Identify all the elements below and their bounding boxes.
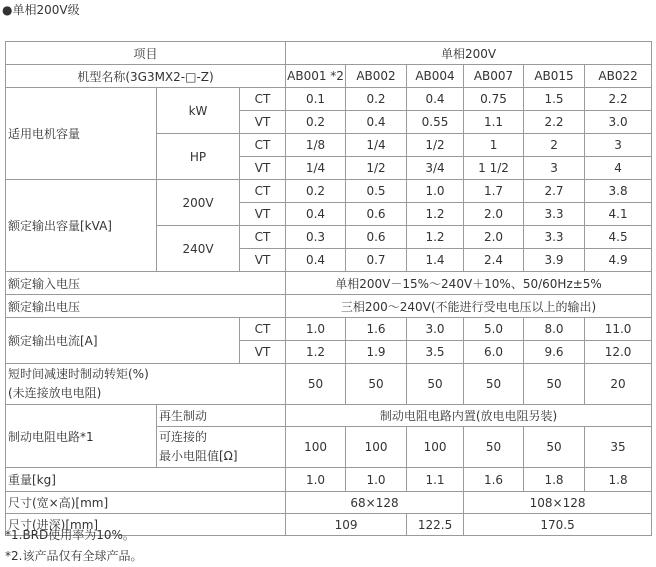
value-cell: 100	[407, 427, 464, 468]
value-cell: 1.8	[585, 468, 652, 492]
value-cell: 3	[524, 157, 585, 180]
value-cell: 1.6	[346, 318, 407, 341]
table-row	[6, 272, 652, 295]
vt-label: VT	[240, 111, 286, 134]
model-cell: AB004	[407, 65, 464, 88]
value-cell: 0.4	[407, 88, 464, 111]
value-cell: 0.3	[286, 226, 346, 249]
ct-label: CT	[240, 226, 286, 249]
value-cell: 50	[524, 364, 585, 405]
value-cell: 3.0	[407, 318, 464, 341]
output-voltage-value: 三相200～240V(不能进行受电电压以上的输出)	[286, 295, 652, 318]
value-cell: 50	[286, 364, 346, 405]
value-cell: 100	[346, 427, 407, 468]
value-cell: 2.0	[464, 203, 524, 226]
value-cell: 0.2	[286, 111, 346, 134]
model-cell: AB002	[346, 65, 407, 88]
model-cell: AB015	[524, 65, 585, 88]
ct-label: CT	[240, 88, 286, 111]
vt-label: VT	[240, 249, 286, 272]
value-cell: 12.0	[585, 341, 652, 364]
value-cell: 50	[524, 427, 585, 468]
weight-label: 重量[kg]	[6, 468, 286, 492]
model-row	[6, 65, 652, 88]
size-depth-group3: 170.5	[464, 514, 652, 536]
table-row	[6, 468, 652, 492]
ct-label: CT	[240, 134, 286, 157]
value-cell: 1/8	[286, 134, 346, 157]
model-cell: AB022	[585, 65, 652, 88]
output-current-label: 额定输出电流[A]	[6, 318, 240, 364]
value-cell: 1.7	[464, 180, 524, 203]
model-cell: AB007	[464, 65, 524, 88]
value-cell: 6.0	[464, 341, 524, 364]
value-cell: 0.1	[286, 88, 346, 111]
value-cell: 1.0	[346, 468, 407, 492]
value-cell: 4.5	[585, 226, 652, 249]
input-voltage-value: 单相200V－15%～240V＋10%、50/60Hz±5%	[286, 272, 652, 295]
value-cell: 1.1	[464, 111, 524, 134]
section-heading: ●单相200V级	[2, 3, 80, 17]
value-cell: 1/4	[286, 157, 346, 180]
table-row	[6, 405, 652, 427]
table-row	[6, 318, 652, 341]
value-cell: 2.7	[524, 180, 585, 203]
value-cell: 1.9	[346, 341, 407, 364]
value-cell: 50	[464, 427, 524, 468]
value-cell: 4.9	[585, 249, 652, 272]
value-cell: 1	[464, 134, 524, 157]
value-cell: 3/4	[407, 157, 464, 180]
value-cell: 0.4	[286, 203, 346, 226]
footnote-2: *2.该产品仅有全球产品。	[5, 549, 143, 563]
value-cell: 5.0	[464, 318, 524, 341]
value-cell: 1.2	[286, 341, 346, 364]
size-wh-label: 尺寸(宽×高)[mm]	[6, 492, 286, 514]
ct-label: CT	[240, 318, 286, 341]
value-cell: 1.0	[407, 180, 464, 203]
value-cell: 3.3	[524, 203, 585, 226]
value-cell: 50	[346, 364, 407, 405]
table-row	[6, 492, 652, 514]
braking-torque-label-line1: 短时间减速时制动转矩(%)	[8, 367, 149, 381]
vt-label: VT	[240, 341, 286, 364]
value-cell: 1/4	[346, 134, 407, 157]
value-cell: 0.6	[346, 203, 407, 226]
value-cell: 3.3	[524, 226, 585, 249]
value-cell: 1.6	[464, 468, 524, 492]
size-depth-group1: 109	[286, 514, 407, 536]
value-cell: 0.7	[346, 249, 407, 272]
header-row	[6, 42, 652, 65]
value-cell: 2.0	[464, 226, 524, 249]
footnote-1: *1.BRD使用率为10%。	[5, 528, 135, 542]
braking-circuit-label: 制动电阻电路*1	[6, 405, 157, 468]
ct-label: CT	[240, 180, 286, 203]
size-wh-group1: 68×128	[286, 492, 464, 514]
model-cell: AB001 *2	[286, 65, 346, 88]
phase-header: 单相200V	[286, 42, 652, 65]
value-cell: 50	[407, 364, 464, 405]
value-cell: 1.0	[286, 318, 346, 341]
value-cell: 1.2	[407, 226, 464, 249]
value-cell: 3.0	[585, 111, 652, 134]
unit-hp: HP	[157, 134, 240, 180]
value-cell: 0.55	[407, 111, 464, 134]
item-header: 项目	[6, 42, 286, 65]
value-cell: 1.2	[407, 203, 464, 226]
value-cell: 4.1	[585, 203, 652, 226]
voltage-200v: 200V	[157, 180, 240, 226]
value-cell: 20	[585, 364, 652, 405]
value-cell: 9.6	[524, 341, 585, 364]
value-cell: 2.2	[585, 88, 652, 111]
value-cell: 1.0	[286, 468, 346, 492]
value-cell: 2.4	[464, 249, 524, 272]
table-row	[6, 364, 652, 405]
model-label: 机型名称(3G3MX2-□-Z)	[6, 65, 286, 88]
size-depth-label: 尺寸(进深)[mm]	[6, 514, 286, 536]
output-capacity-label: 额定输出容量[kVA]	[6, 180, 157, 272]
value-cell: 0.5	[346, 180, 407, 203]
vt-label: VT	[240, 157, 286, 180]
output-voltage-label: 额定输出电压	[6, 295, 286, 318]
value-cell: 1.8	[524, 468, 585, 492]
value-cell: 3	[585, 134, 652, 157]
voltage-240v: 240V	[157, 226, 240, 272]
value-cell: 4	[585, 157, 652, 180]
min-resistance-label-line1: 可连接的	[159, 430, 208, 444]
vt-label: VT	[240, 203, 286, 226]
value-cell: 100	[286, 427, 346, 468]
value-cell: 0.75	[464, 88, 524, 111]
value-cell: 0.2	[346, 88, 407, 111]
value-cell: 1.4	[407, 249, 464, 272]
value-cell: 1.1	[407, 468, 464, 492]
input-voltage-label: 额定输入电压	[6, 272, 286, 295]
value-cell: 35	[585, 427, 652, 468]
table-row	[6, 180, 652, 203]
value-cell: 1 1/2	[464, 157, 524, 180]
value-cell: 0.6	[346, 226, 407, 249]
braking-torque-label	[6, 364, 286, 405]
table-row	[6, 295, 652, 318]
value-cell: 0.4	[346, 111, 407, 134]
value-cell: 2.2	[524, 111, 585, 134]
min-resistance-label	[157, 427, 286, 468]
value-cell: 0.4	[286, 249, 346, 272]
braking-torque-label-line2: (未连接放电电阻)	[8, 386, 102, 400]
table-row	[6, 88, 652, 111]
value-cell: 1/2	[346, 157, 407, 180]
value-cell: 1.5	[524, 88, 585, 111]
regen-label: 再生制动	[157, 405, 286, 427]
value-cell: 0.2	[286, 180, 346, 203]
value-cell: 3.8	[585, 180, 652, 203]
value-cell: 1/2	[407, 134, 464, 157]
size-wh-group2: 108×128	[464, 492, 652, 514]
value-cell: 3.5	[407, 341, 464, 364]
value-cell: 50	[464, 364, 524, 405]
size-depth-group2: 122.5	[407, 514, 464, 536]
unit-kw: kW	[157, 88, 240, 134]
value-cell: 2	[524, 134, 585, 157]
value-cell: 3.9	[524, 249, 585, 272]
spec-table	[5, 41, 652, 536]
value-cell: 11.0	[585, 318, 652, 341]
min-resistance-label-line2: 最小电阻值[Ω]	[159, 449, 238, 463]
regen-value: 制动电阻电路内置(放电电阻另装)	[286, 405, 652, 427]
value-cell: 8.0	[524, 318, 585, 341]
motor-capacity-label: 适用电机容量	[6, 88, 157, 180]
